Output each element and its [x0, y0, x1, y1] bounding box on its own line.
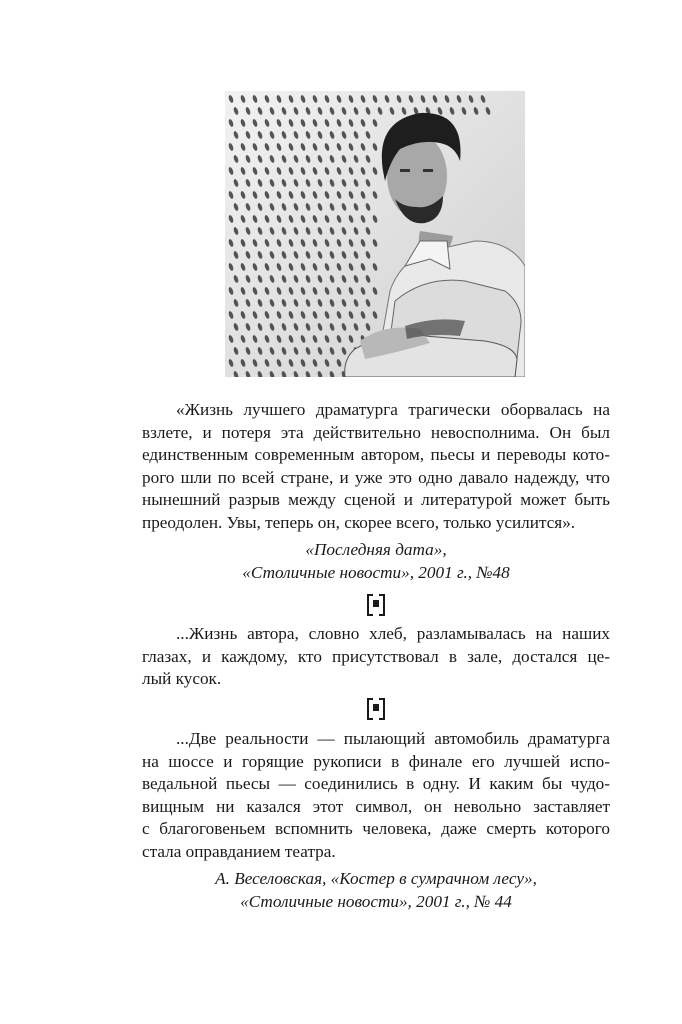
text-line: «Жизнь лучшего драматурга трагически оборвалась на — [176, 400, 610, 419]
quote-review-1 — [142, 399, 610, 535]
text-line: ...Две реальности — пылающий автомобиль драматурга — [176, 729, 610, 748]
text-line: глазах, и каждому, кто присутствовал в зале, достался це- — [142, 646, 610, 666]
section-separator — [142, 594, 610, 620]
author-portrait-photo — [225, 91, 525, 377]
quote-review-2 — [142, 623, 610, 691]
separator-ornament-icon — [367, 698, 385, 718]
quote-source-1 — [142, 539, 610, 584]
text-line: преодолен. Увы, теперь он, скорее всего, только усилится». — [142, 512, 576, 532]
text-line: рого шли по всей стране, и уже это одно давало надежду, что — [142, 467, 610, 487]
text-line: лый кусок. — [142, 669, 222, 689]
text-line: вищным ни казался этот символ, он невольно заставляет — [142, 796, 610, 816]
text-line: нынешний разрыв между сценой и литературой может быть — [142, 490, 610, 510]
section-separator — [142, 698, 610, 724]
text-line: ведальной пьесы — соединились в одну. И каким бы чудо- — [142, 774, 610, 794]
source-line: А. Веселовская, «Костер в сумрачном лесу», — [215, 869, 537, 888]
text-line: взлете, и потеря эта действительно невосполнима. Он был — [142, 422, 610, 442]
text-line: стала оправданием театра. — [142, 841, 336, 861]
source-line: «Последняя дата», — [305, 540, 447, 559]
text-line: ...Жизнь автора, словно хлеб, разламывалась на наших — [176, 624, 610, 643]
quote-source-3 — [142, 868, 610, 913]
source-line: «Столичные новости», 2001 г., № 44 — [240, 891, 512, 911]
text-line: на шоссе и горящие рукописи в финале его лучшей испо- — [142, 751, 610, 771]
source-line: «Столичные новости», 2001 г., №48 — [242, 562, 510, 582]
text-line: единственным современным автором, пьесы и переводы кото- — [142, 445, 610, 465]
text-line: с благоговеньем вспомнить человека, даже смерть которого — [142, 819, 610, 839]
separator-ornament-icon — [367, 594, 385, 614]
quote-review-3 — [142, 728, 610, 864]
